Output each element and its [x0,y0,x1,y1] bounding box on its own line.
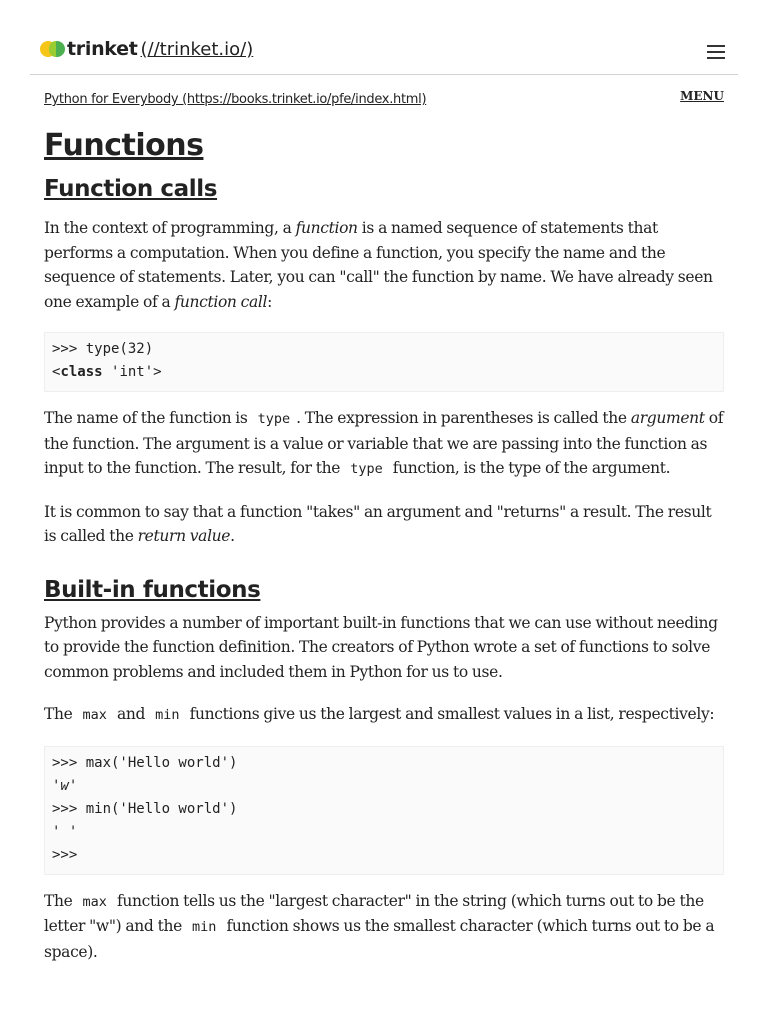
paragraph-max-min-explanation: The max function tells us the "largest character" in the string (which turns out to be the letter "w") and the min function shows us the smallest character (which turns out to be a space). [44,891,715,961]
paragraph-intro: In the context of programming, a function is a named sequence of statements that performs a computation. When you define a function, you specify the name and the sequence of statements. Later, you can "call" the function by name. We have already seen one example of a function call: [44,219,713,311]
code-block-max-min: >>> max('Hello world') 'w' >>> min('Hello world') ' ' >>> [44,746,724,875]
paragraph-max-min: The max and min functions give us the largest and smallest values in a list, respectively: [44,705,715,723]
paragraph-return-value: It is common to say that a function "takes" an argument and "returns" a result. The result is called the return value. [44,502,712,545]
code-block-type: >>> type(32) <class 'int'> [44,332,724,392]
paragraph-argument: The name of the function is type . The expression in parentheses is called the argument of the function. The argument is a value or variable that we are passing into the function as input to the function. The result, for the type function, is the type of the argument. [44,409,724,477]
page-title: Functions [44,128,204,163]
book-index-link[interactable]: Python for Everybody (https://books.trinket.io/pfe/index.html) [44,92,427,107]
section-heading-built-in: Built-in functions [44,576,261,603]
hamburger-menu-icon[interactable] [707,45,725,59]
brand-url[interactable]: (//trinket.io/) [140,38,254,60]
book-subnav [44,88,724,108]
main-content [44,118,724,982]
trinket-home-link[interactable] [40,38,253,60]
section-heading-function-calls: Function calls [44,176,218,202]
site-header [30,30,738,75]
brand-name: trinket [67,38,138,60]
trinket-logo-icon [40,40,64,58]
menu-link[interactable]: MENU [680,89,724,103]
paragraph-built-in: Python provides a number of important built-in functions that we can use without needing to provide the function definition. The creators of Python wrote a set of functions to solve common problems and included them in Python for us to use. [44,613,718,681]
